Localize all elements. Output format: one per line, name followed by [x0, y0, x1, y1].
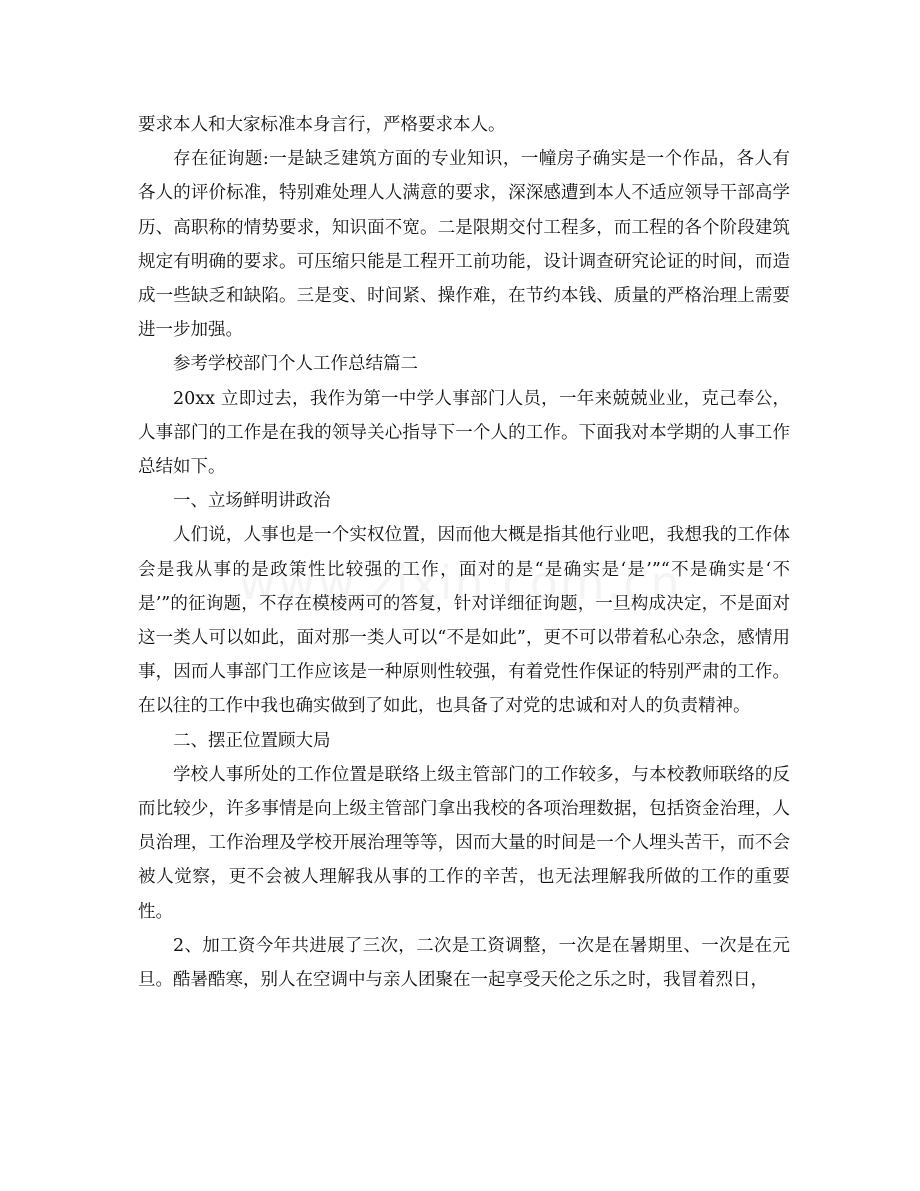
paragraph-1: 要求本人和大家标准本身言行，严格要求本人。 — [138, 115, 506, 135]
document-body — [138, 108, 790, 997]
paragraph-8: 学校人事所处的工作位置是联络上级主管部门的工作较多，与本校教师联络的反而比较少，许多事情是向上级主管部门拿出我校的各项治理数据，包括资金治理，人员治理，工作治理及学校开展治理等等，因而大量的时间是一个人埋头苦干，而不会被人觉察，更不会被人理解我从事的工作的辛苦，也无法理解我所做的工作的重要性。 — [138, 764, 790, 922]
paragraph-6: 人们说，人事也是一个实权位置，因而他大概是指其他行业吧，我想我的工作体会是我从事的是政策性比较强的工作，面对的是“是确实是‘是’”“不是确实是‘不是’”的征询题，不存在模棱两可的答复，针对详细征询题，一旦构成决定，不是面对这一类人可以如此，面对那一类人可以“不是如此”，更不可以带着私心杂念，感情用事，因而人事部门工作应该是一种原则性较强，有着党性作保证的特别严肃的工作。在以往的工作中我也确实做到了如此，也具备了对党的忠诚和对人的负责精神。 — [138, 525, 790, 717]
paragraph-9: 2、加工资今年共进展了三次，二次是工资调整，一次是在暑期里、一次是在元旦。酷暑酷寒，别人在空调中与亲人团聚在一起享受天伦之乐之时，我冒着烈日， — [138, 935, 790, 991]
section-heading-1: 一、立场鲜明讲政治 — [173, 491, 331, 512]
paragraph-4: 20xx 立即过去，我作为第一中学人事部门人员，一年来兢兢业业，克己奉公，人事部门的工作是在我的领导关心指导下一个人的工作。下面我对本学期的人事工作总结如下。 — [138, 388, 790, 478]
section-heading-2: 二、摆正位置顾大局 — [173, 730, 331, 751]
section-heading-part-two: 参考学校部门个人工作总结篇二 — [173, 354, 418, 375]
paragraph-2: 存在征询题:一是缺乏建筑方面的专业知识，一幢房子确实是一个作品，各人有各人的评价标准，特别难处理人人满意的要求，深深感遭到本人不适应领导干部高学历、高职称的情势要求，知识面不宽。二是限期交付工程多，而工程的各个阶段建筑规定有明确的要求。可压缩只能是工程开工前功能，设计调查研究论证的时间，而造成一些缺乏和缺陷。三是变、时间紧、操作难，在节约本钱、质量的严格治理上需要进一步加强。 — [138, 149, 790, 341]
